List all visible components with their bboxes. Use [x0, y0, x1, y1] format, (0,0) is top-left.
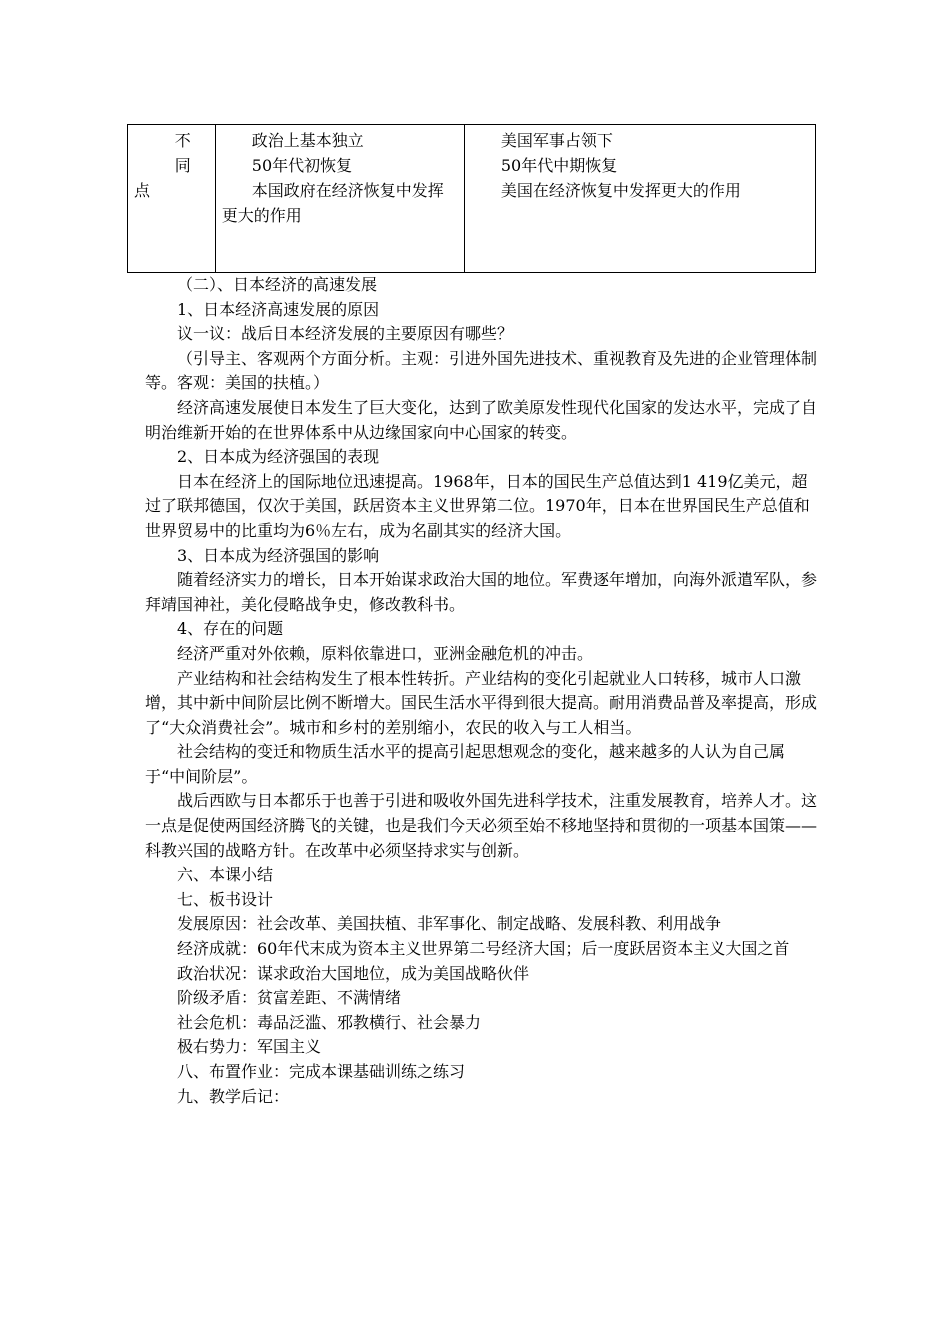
cell-line: 本国政府在经济恢复中发挥更大的作用 — [221, 181, 444, 225]
section-heading: 六、本课小结 — [177, 865, 274, 885]
paragraph: 议一议：战后日本经济发展的主要原因有哪些？ — [177, 324, 514, 344]
cell-line: 政治上基本独立 — [251, 131, 364, 150]
cell-line: 50年代中期恢复 — [500, 156, 618, 175]
paragraph: 经济严重对外依赖，原料依靠进口，亚洲金融危机的冲击。 — [177, 643, 594, 663]
section-heading: 九、教学后记： — [177, 1086, 290, 1106]
board-line: 政治状况：谋求政治大国地位，成为美国战略伙伴 — [177, 963, 530, 983]
cell-line: 美国军事占领下 — [500, 131, 613, 150]
section-heading: （二）、日本经济的高速发展 — [177, 275, 378, 294]
paragraph: （引导主、客观两个方面分析。主观：引进外国先进技术、重视教育及先进的企业管理体制等。客观：美国的扶植。） — [145, 348, 818, 393]
paragraph: 产业结构和社会结构发生了根本性转折。产业结构的变化引起就业人口转移，城市人口激增，其中新中间阶层比例不断增大。国民生活水平得到很大提高。耐用消费品普及率提高，形成了“大众消费社会”。城市和乡村的差别缩小，农民的收入与工人相当。 — [145, 668, 818, 737]
cell-line: 50年代初恢复 — [251, 156, 353, 175]
subheading: 4、存在的问题 — [177, 619, 284, 639]
subheading: 1、日本经济高速发展的原因 — [177, 299, 380, 319]
board-line: 阶级矛盾：贫富差距、不满情绪 — [177, 988, 402, 1008]
paragraph: 社会结构的变迁和物质生活水平的提高引起思想观念的变化，越来越多的人认为自己属于“中间阶层”。 — [145, 742, 786, 786]
western-europe-cell — [464, 125, 815, 273]
row-header-line: 点 — [134, 181, 151, 200]
cell-line: 美国在经济恢复中发挥更大的作用 — [500, 181, 741, 200]
paragraph: 日本在经济上的国际地位迅速提高。1968年，日本的国民生产总值达到1 419亿美元，超过了联邦德国，仅次于美国，跃居资本主义世界第二位。1970年，日本在世界国民生产总值和世界贸易中的比重均为6％左右，成为名副其实的经济大国。 — [145, 471, 810, 540]
paragraph: 随着经济实力的增长，日本开始谋求政治大国的地位。军费逐年增加，向海外派遣军队，参拜靖国神社，美化侵略战争史，修改教科书。 — [145, 570, 818, 614]
row-header-line: 不 同 — [174, 131, 205, 175]
section-heading: 八、布置作业：完成本课基础训练之练习 — [177, 1062, 466, 1081]
subheading: 3、日本成为经济强国的影响 — [177, 545, 380, 565]
board-line: 极右势力：军国主义 — [177, 1037, 322, 1057]
section-heading: 七、板书设计 — [177, 889, 274, 909]
table-row — [128, 125, 816, 273]
comparison-table — [127, 124, 816, 273]
board-line: 社会危机：毒品泛滥、邪教横行、社会暴力 — [177, 1012, 482, 1032]
japan-cell — [215, 125, 464, 273]
paragraph: 经济高速发展使日本发生了巨大变化，达到了欧美原发性现代化国家的发达水平，完成了自明治维新开始的在世界体系中从边缘国家向中心国家的转变。 — [145, 397, 818, 442]
subheading: 2、日本成为经济强国的表现 — [177, 447, 380, 467]
board-line: 发展原因：社会改革、美国扶植、非军事化、制定战略、发展科教、利用战争 — [177, 914, 722, 934]
board-line: 经济成就：60年代末成为资本主义世界第二号经济大国；后一度跃居资本主义大国之首 — [177, 939, 790, 959]
row-header-cell — [128, 125, 216, 273]
body-text — [145, 273, 821, 1109]
paragraph: 战后西欧与日本都乐于也善于引进和吸收外国先进科学技术，注重发展教育，培养人才。这一点是促使两国经济腾飞的关键，也是我们今天必须至始不移地坚持和贯彻的一项基本国策——科教兴国的战略方针。在改革中必须坚持求实与创新。 — [145, 791, 818, 860]
